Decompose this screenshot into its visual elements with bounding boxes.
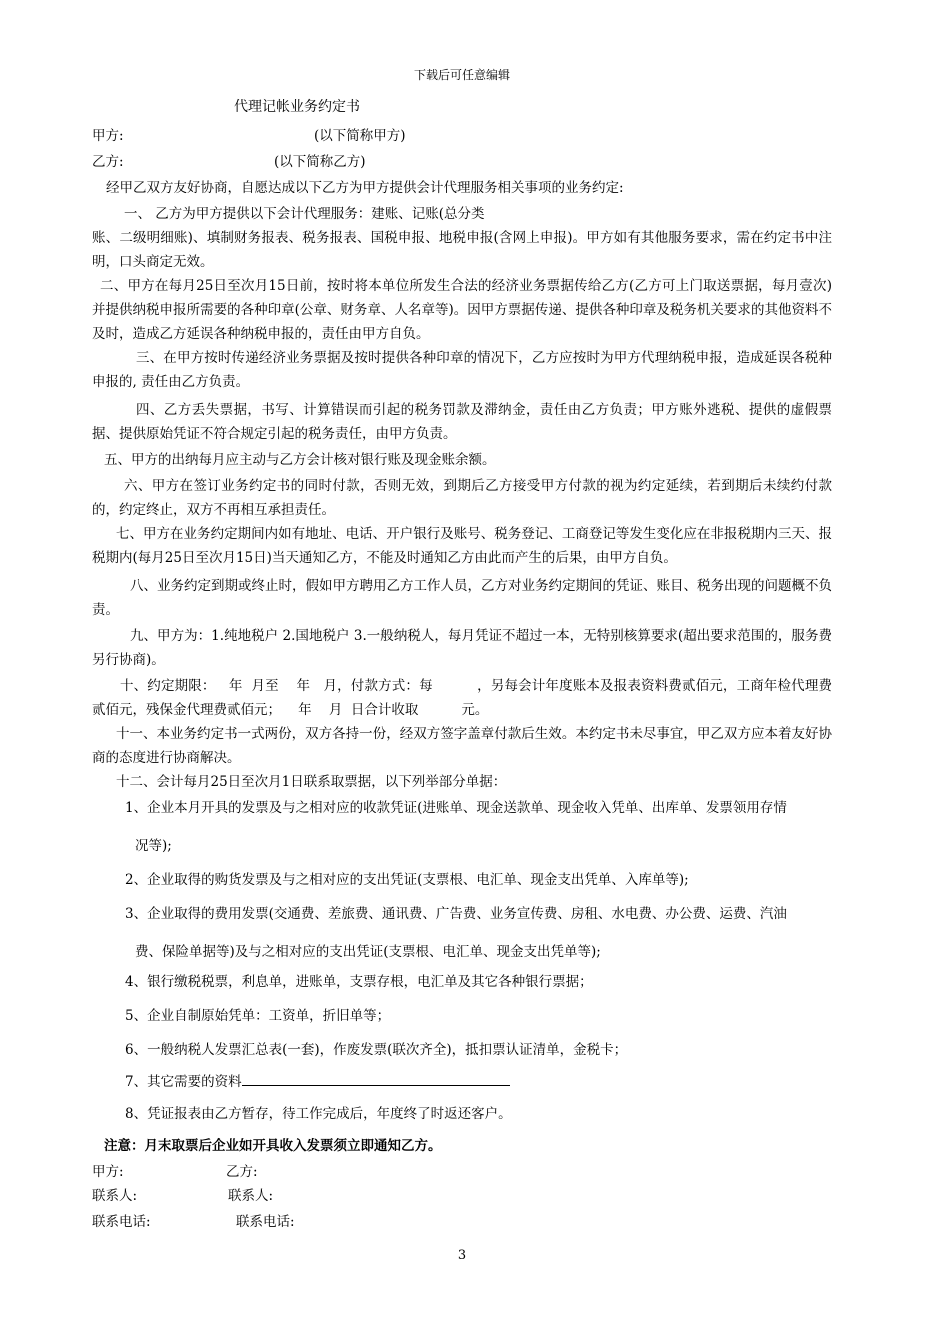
clause-11: 十一、本业务约定书一式两份，双方各持一份，经双方签字盖章付款后生效。本约定书未尽事宜，甲乙双方应本着友好协商的态度进行协商解决。	[92, 726, 832, 766]
page-header: 下载后可任意编辑	[413, 68, 510, 82]
party-a-line	[92, 124, 832, 148]
list-item: 7、其它需要的资料	[125, 1070, 837, 1094]
clause-7: 七、甲方在业务约定期间内如有地址、电话、开户银行及账号、税务登记、工商登记等发生变化应在非报税期内三天、报税期内(每月25日至次月15日)当天通知乙方，不能及时通知乙方由此而产生的后果，由甲方自负。	[92, 526, 832, 566]
clause-8: 八、业务约定到期或终止时，假如甲方聘用乙方工作人员，乙方对业务约定期间的凭证、账目、税务出现的问题概不负责。	[92, 578, 832, 618]
document-title: 代理记帐业务约定书	[234, 99, 360, 115]
notice: 注意：月末取票后企业如开具收入发票须立即通知乙方。	[104, 1138, 442, 1154]
clause-10: 十、约定期限： 年 月至 年 月，付款方式：每 ，另每会计年度账本及报表资料费贰佰元，工商年检代理费贰佰元，残保金代理费贰佰元； 年 月 日合计收取 元。	[92, 678, 832, 718]
clause-1-body: 账、二级明细账)、填制财务报表、税务报表、国税申报、地税申报(含网上申报)。甲方如有其他服务要求，需在约定书中注明，口头商定无效。	[92, 230, 832, 270]
party-a-note: (以下简称甲方)	[314, 128, 406, 144]
clause-2: 二、甲方在每月25日至次月15日前，按时将本单位所发生合法的经济业务票据传给乙方(乙方可上门取送票据，每月壹次)并提供纳税申报所需要的各种印章(公章、财务章、人名章等)。因甲方票据传递、提供各种印章及税务机关要求的其他资料不及时，造成乙方延误各种纳税申报的，责任由甲方自负。	[92, 278, 832, 342]
party-b-line	[92, 150, 832, 174]
fill-in-blank-line	[242, 1071, 510, 1086]
signature-row: 联系电话: 联系电话:	[92, 1214, 295, 1230]
intro-paragraph: 经甲乙双方友好协商，自愿达成以下乙方为甲方提供会计代理服务相关事项的业务约定:	[106, 180, 624, 196]
list-item: 1、企业本月开具的发票及与之相对应的收款凭证(进账单、现金送款单、现金收入凭单、出库单、发票领用存情 况等);	[125, 800, 787, 854]
clause-12: 十二、会计每月25日至次月1日联系取票据，以下列举部分单据：	[116, 774, 507, 790]
list-item: 3、企业取得的费用发票(交通费、差旅费、通讯费、广告费、业务宣传费、房租、水电费、办公费、运费、汽油 费、保险单据等)及与之相对应的支出凭证(支票根、电汇单、现金支出凭单等);	[125, 906, 787, 960]
signature-row: 联系人: 联系人:	[92, 1188, 274, 1204]
clause-5: 五、甲方的出纳每月应主动与乙方会计核对银行账及现金账余额。	[104, 452, 496, 468]
clause-9: 九、甲方为：1.纯地税户 2.国地税户 3.一般纳税人，每月凭证不超过一本，无特别核算要求(超出要求范围的，服务费另行协商)。	[92, 628, 832, 668]
list-item: 8、凭证报表由乙方暂存，待工作完成后，年度终了时返还客户。	[125, 1106, 512, 1122]
party-b-label: 乙方:	[92, 154, 124, 170]
signature-row: 甲方: 乙方:	[92, 1164, 258, 1180]
party-a-label: 甲方:	[92, 128, 124, 144]
clause-4: 四、乙方丢失票据，书写、计算错误而引起的税务罚款及滞纳金，责任由乙方负责；甲方账外逃税、提供的虚假票据、提供原始凭证不符合规定引起的税务责任，由甲方负责。	[92, 402, 832, 442]
clause-3: 三、在甲方按时传递经济业务票据及按时提供各种印章的情况下，乙方应按时为甲方代理纳税申报，造成延误各税种申报的, 责任由乙方负责。	[92, 350, 832, 390]
list-item: 5、企业自制原始凭单：工资单，折旧单等；	[125, 1008, 391, 1024]
clause-6: 六、甲方在签订业务约定书的同时付款，否则无效，到期后乙方接受甲方付款的视为约定延续，若到期后未续约付款的，约定终止，双方不再相互承担责任。	[92, 478, 832, 518]
clause-1-head: 一、 乙方为甲方提供以下会计代理服务：建账、记账(总分类	[124, 206, 485, 222]
party-b-note: (以下简称乙方)	[274, 154, 366, 170]
list-item: 4、银行缴税税票，利息单，进账单，支票存根，电汇单及其它各种银行票据；	[125, 974, 593, 990]
page-number: 3	[457, 1248, 467, 1263]
list-item: 2、企业取得的购货发票及与之相对应的支出凭证(支票根、电汇单、现金支出凭单、入库单等);	[125, 872, 689, 888]
list-item: 6、一般纳税人发票汇总表(一套)，作废发票(联次齐全)，抵扣票认证清单，金税卡；	[125, 1042, 628, 1058]
